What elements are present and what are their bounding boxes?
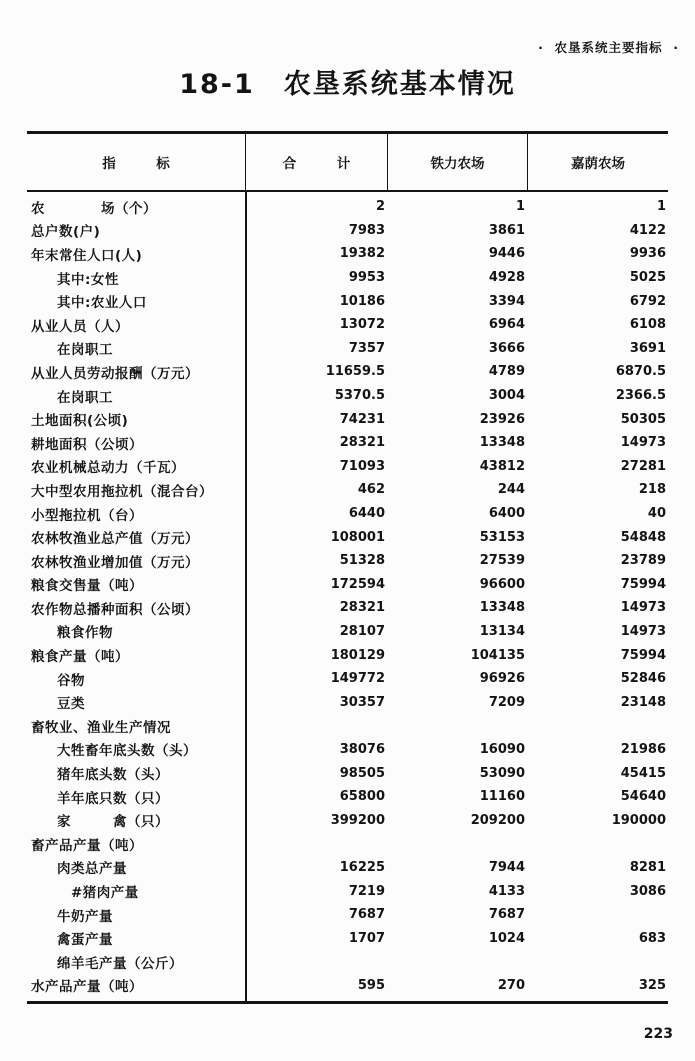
cell-total: 28107: [339, 623, 385, 639]
cell-total: 172594: [330, 576, 385, 592]
cell-total: 180129: [330, 647, 385, 663]
cell-tieli-farm: 27539: [479, 553, 525, 569]
cell-tieli-farm: 3394: [488, 293, 525, 309]
row-label: 绵羊毛产量（公斤）: [57, 955, 183, 972]
cell-tieli-farm: 1024: [488, 930, 525, 946]
row-label: 畜牧业、渔业生产情况: [31, 719, 171, 736]
cell-jiayin-farm: 54640: [620, 789, 666, 805]
cell-total: 38076: [339, 741, 385, 757]
cell-tieli-farm: 3004: [488, 388, 525, 404]
cell-jiayin-farm: 75994: [620, 576, 666, 592]
table-row: [27, 573, 668, 597]
cell-tieli-farm: 270: [497, 977, 525, 993]
row-label: 家 禽（只）: [57, 814, 169, 831]
cell-total: 7219: [348, 883, 385, 899]
cell-total: 9953: [348, 270, 385, 286]
row-label: 大中型农用拖拉机（混合台）: [31, 483, 213, 500]
table-row: [27, 360, 668, 384]
cell-tieli-farm: 7209: [488, 694, 525, 710]
table-row: [27, 785, 668, 809]
row-label: 其中:女性: [57, 271, 119, 288]
cell-total: 462: [357, 482, 385, 498]
table-row: [27, 808, 668, 832]
row-label: 农业机械总动力（千瓦）: [31, 460, 185, 477]
column-header-total: 合 计: [245, 134, 387, 190]
cell-jiayin-farm: 40: [647, 506, 666, 522]
cell-jiayin-farm: 9936: [629, 246, 666, 262]
table-row: [27, 549, 668, 573]
cell-total: 71093: [339, 458, 385, 474]
cell-jiayin-farm: 218: [638, 482, 666, 498]
cell-tieli-farm: 4133: [488, 883, 525, 899]
cell-tieli-farm: 96926: [479, 671, 525, 687]
cell-jiayin-farm: 14973: [620, 435, 666, 451]
table-row: [27, 525, 668, 549]
table-row: [27, 856, 668, 880]
row-label: 禽蛋产量: [57, 932, 113, 949]
cell-total: 65800: [339, 789, 385, 805]
cell-total: 7687: [348, 907, 385, 923]
row-label: 在岗职工: [57, 342, 113, 359]
row-label: 畜产品产量（吨）: [31, 837, 143, 854]
stats-table: [27, 131, 668, 1004]
row-label: 农林牧渔业增加值（万元）: [31, 554, 199, 571]
cell-jiayin-farm: 6792: [629, 293, 666, 309]
cell-total: 2: [375, 199, 385, 215]
row-label: 豆类: [57, 696, 85, 713]
table-row: [27, 266, 668, 290]
table-row: [27, 643, 668, 667]
row-label: #猪肉产量: [71, 885, 139, 902]
cell-total: 149772: [330, 671, 385, 687]
cell-tieli-farm: 96600: [479, 576, 525, 592]
cell-tieli-farm: 3861: [488, 222, 525, 238]
cell-jiayin-farm: 2366.5: [615, 388, 666, 404]
table-row: [27, 879, 668, 903]
row-label: 从业人员劳动报酬（万元）: [31, 365, 199, 382]
cell-tieli-farm: 1: [515, 199, 525, 215]
row-label: 粮食产量（吨）: [31, 649, 129, 666]
column-header-tieli-farm: 铁力农场: [387, 134, 527, 190]
cell-jiayin-farm: 3691: [629, 340, 666, 356]
row-label: 从业人员（人）: [31, 318, 129, 335]
row-label: 其中:农业人口: [57, 295, 147, 312]
cell-tieli-farm: 4789: [488, 364, 525, 380]
table-row: [27, 832, 668, 856]
page-title: 18-1 农垦系统基本情况: [179, 69, 516, 100]
cell-jiayin-farm: 50305: [620, 411, 666, 427]
table-row: [27, 337, 668, 361]
table-body: [27, 192, 668, 1001]
column-header-indicator: 指 标: [102, 156, 170, 172]
cell-jiayin-farm: 6870.5: [615, 364, 666, 380]
row-label: 农 场（个）: [31, 200, 157, 217]
cell-jiayin-farm: 8281: [629, 859, 666, 875]
table-row: [27, 974, 668, 998]
section-header: · 农垦系统主要指标 ·: [538, 40, 679, 55]
cell-tieli-farm: 4928: [488, 270, 525, 286]
cell-total: 11659.5: [325, 364, 385, 380]
column-header-jiayin-farm: 嘉荫农场: [527, 134, 668, 190]
cell-total: 16225: [339, 859, 385, 875]
cell-total: 108001: [330, 529, 385, 545]
cell-jiayin-farm: 14973: [620, 623, 666, 639]
page-number: 223: [643, 1026, 673, 1042]
table-row: [27, 903, 668, 927]
cell-total: 1707: [348, 930, 385, 946]
table-row: [27, 926, 668, 950]
cell-total: 98505: [339, 765, 385, 781]
cell-total: 51328: [339, 553, 385, 569]
table-row: [27, 950, 668, 974]
cell-tieli-farm: 13348: [479, 435, 525, 451]
cell-jiayin-farm: 6108: [629, 317, 666, 333]
row-label: 农作物总播种面积（公顷）: [31, 601, 199, 618]
cell-tieli-farm: 53090: [479, 765, 525, 781]
row-label: 耕地面积（公顷）: [31, 436, 143, 453]
cell-tieli-farm: 6400: [488, 506, 525, 522]
row-label: 粮食交售量（吨）: [31, 578, 143, 595]
cell-total: 399200: [330, 812, 385, 828]
table-row: [27, 714, 668, 738]
table-row: [27, 596, 668, 620]
cell-jiayin-farm: 1: [656, 199, 666, 215]
row-label: 总户数(户): [31, 224, 101, 241]
cell-jiayin-farm: 190000: [611, 812, 666, 828]
cell-total: 74231: [339, 411, 385, 427]
table-row: [27, 690, 668, 714]
cell-jiayin-farm: 683: [638, 930, 666, 946]
cell-tieli-farm: 9446: [488, 246, 525, 262]
cell-tieli-farm: 53153: [479, 529, 525, 545]
table-row: [27, 761, 668, 785]
table-row: [27, 455, 668, 479]
cell-total: 5370.5: [334, 388, 385, 404]
row-label: 农林牧渔业总产值（万元）: [31, 531, 199, 548]
row-label: 谷物: [57, 672, 85, 689]
table-row: [27, 219, 668, 243]
cell-jiayin-farm: 23148: [620, 694, 666, 710]
cell-total: 13072: [339, 317, 385, 333]
cell-tieli-farm: 16090: [479, 741, 525, 757]
cell-jiayin-farm: 75994: [620, 647, 666, 663]
cell-tieli-farm: 11160: [479, 789, 525, 805]
table-header-row: [27, 134, 668, 192]
cell-total: 7983: [348, 222, 385, 238]
table-row: [27, 289, 668, 313]
table-row: [27, 478, 668, 502]
row-label: 小型拖拉机（台）: [31, 507, 143, 524]
cell-tieli-farm: 43812: [479, 458, 525, 474]
cell-tieli-farm: 104135: [470, 647, 525, 663]
row-label: 羊年底只数（只）: [57, 790, 169, 807]
cell-tieli-farm: 23926: [479, 411, 525, 427]
cell-tieli-farm: 7687: [488, 907, 525, 923]
cell-total: 28321: [339, 435, 385, 451]
table-row: [27, 195, 668, 219]
cell-jiayin-farm: 5025: [629, 270, 666, 286]
row-label: 肉类总产量: [57, 861, 127, 878]
cell-tieli-farm: 244: [497, 482, 525, 498]
cell-jiayin-farm: 27281: [620, 458, 666, 474]
table-row: [27, 313, 668, 337]
cell-total: 30357: [339, 694, 385, 710]
cell-jiayin-farm: 3086: [629, 883, 666, 899]
table-row: [27, 667, 668, 691]
row-label: 猪年底头数（头）: [57, 767, 169, 784]
cell-jiayin-farm: 4122: [629, 222, 666, 238]
cell-tieli-farm: 3666: [488, 340, 525, 356]
row-label: 牛奶产量: [57, 908, 113, 925]
cell-jiayin-farm: 23789: [620, 553, 666, 569]
cell-tieli-farm: 7944: [488, 859, 525, 875]
cell-jiayin-farm: 14973: [620, 600, 666, 616]
cell-total: 19382: [339, 246, 385, 262]
cell-total: 595: [357, 977, 385, 993]
table-row: [27, 738, 668, 762]
cell-jiayin-farm: 52846: [620, 671, 666, 687]
cell-tieli-farm: 13134: [479, 623, 525, 639]
table-row: [27, 242, 668, 266]
row-label: 大牲畜年底头数（头）: [57, 743, 197, 760]
cell-tieli-farm: 6964: [488, 317, 525, 333]
row-label: 土地面积(公顷): [31, 413, 129, 430]
cell-total: 7357: [348, 340, 385, 356]
cell-jiayin-farm: 21986: [620, 741, 666, 757]
table-row: [27, 620, 668, 644]
cell-tieli-farm: 209200: [470, 812, 525, 828]
cell-jiayin-farm: 325: [638, 977, 666, 993]
table-row: [27, 384, 668, 408]
table-row: [27, 431, 668, 455]
row-label: 水产品产量（吨）: [31, 979, 143, 996]
cell-tieli-farm: 13348: [479, 600, 525, 616]
row-label: 在岗职工: [57, 389, 113, 406]
cell-jiayin-farm: 45415: [620, 765, 666, 781]
cell-total: 6440: [348, 506, 385, 522]
cell-total: 28321: [339, 600, 385, 616]
table-row: [27, 407, 668, 431]
row-label: 年末常住人口(人): [31, 247, 143, 264]
table-row: [27, 502, 668, 526]
cell-total: 10186: [339, 293, 385, 309]
cell-jiayin-farm: 54848: [620, 529, 666, 545]
row-label: 粮食作物: [57, 625, 113, 642]
